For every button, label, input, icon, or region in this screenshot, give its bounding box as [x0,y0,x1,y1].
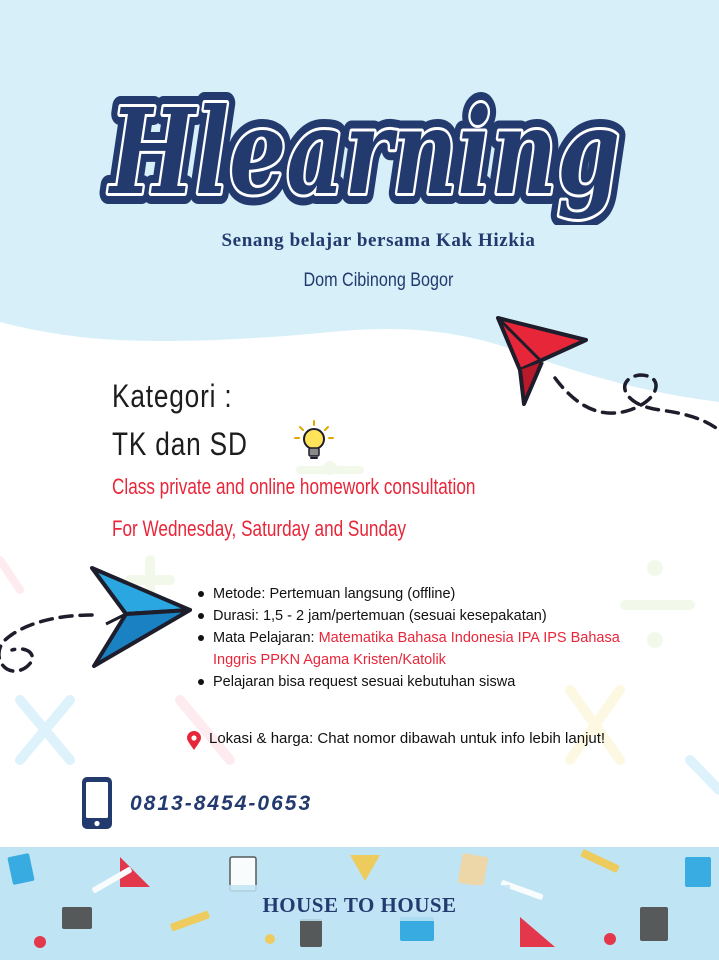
paper-plane-blue-icon [86,562,196,672]
banner-text: HOUSE TO HOUSE [262,893,457,917]
hlearning-logo [95,55,635,225]
phone-number: 0813-8454-0653 [130,792,313,815]
info-line: Lokasi & harga: Chat nomor dibawah untuk info lebih lanjut! [209,730,606,747]
category-label: Kategori : [112,378,233,414]
svg-text:Hlearning: Hlearning [107,82,621,221]
svg-text:Hlearning: Hlearning [107,82,621,221]
list-item: Durasi: 1,5 - 2 jam/pertemuan (sesuai kesepakatan) [213,605,683,627]
list-item: Pelajaran bisa request sesuai kebutuhan siswa [213,671,683,693]
list-item: Mata Pelajaran: Matematika Bahasa Indonesia IPA IPS Bahasa Inggris PPKN Agama Kristen/Katolik [213,627,683,671]
smartphone-icon [80,775,114,831]
days-line: For Wednesday, Saturday and Sunday [112,516,407,541]
detail-list [213,583,683,693]
pin-icon [186,731,202,751]
location-text: Dom Cibinong Bogor [303,270,454,291]
light-bulb-icon [294,420,334,464]
paper-plane-red-icon [490,314,590,410]
tagline: Senang belajar bersama Kak Hizkia [221,230,536,251]
list-item: Metode: Pertemuan langsung (offline) [213,583,683,605]
category-value: TK dan SD [112,426,248,462]
svg-text:Hlearning: Hlearning [107,82,621,221]
class-line: Class private and online homework consultation [112,474,476,499]
